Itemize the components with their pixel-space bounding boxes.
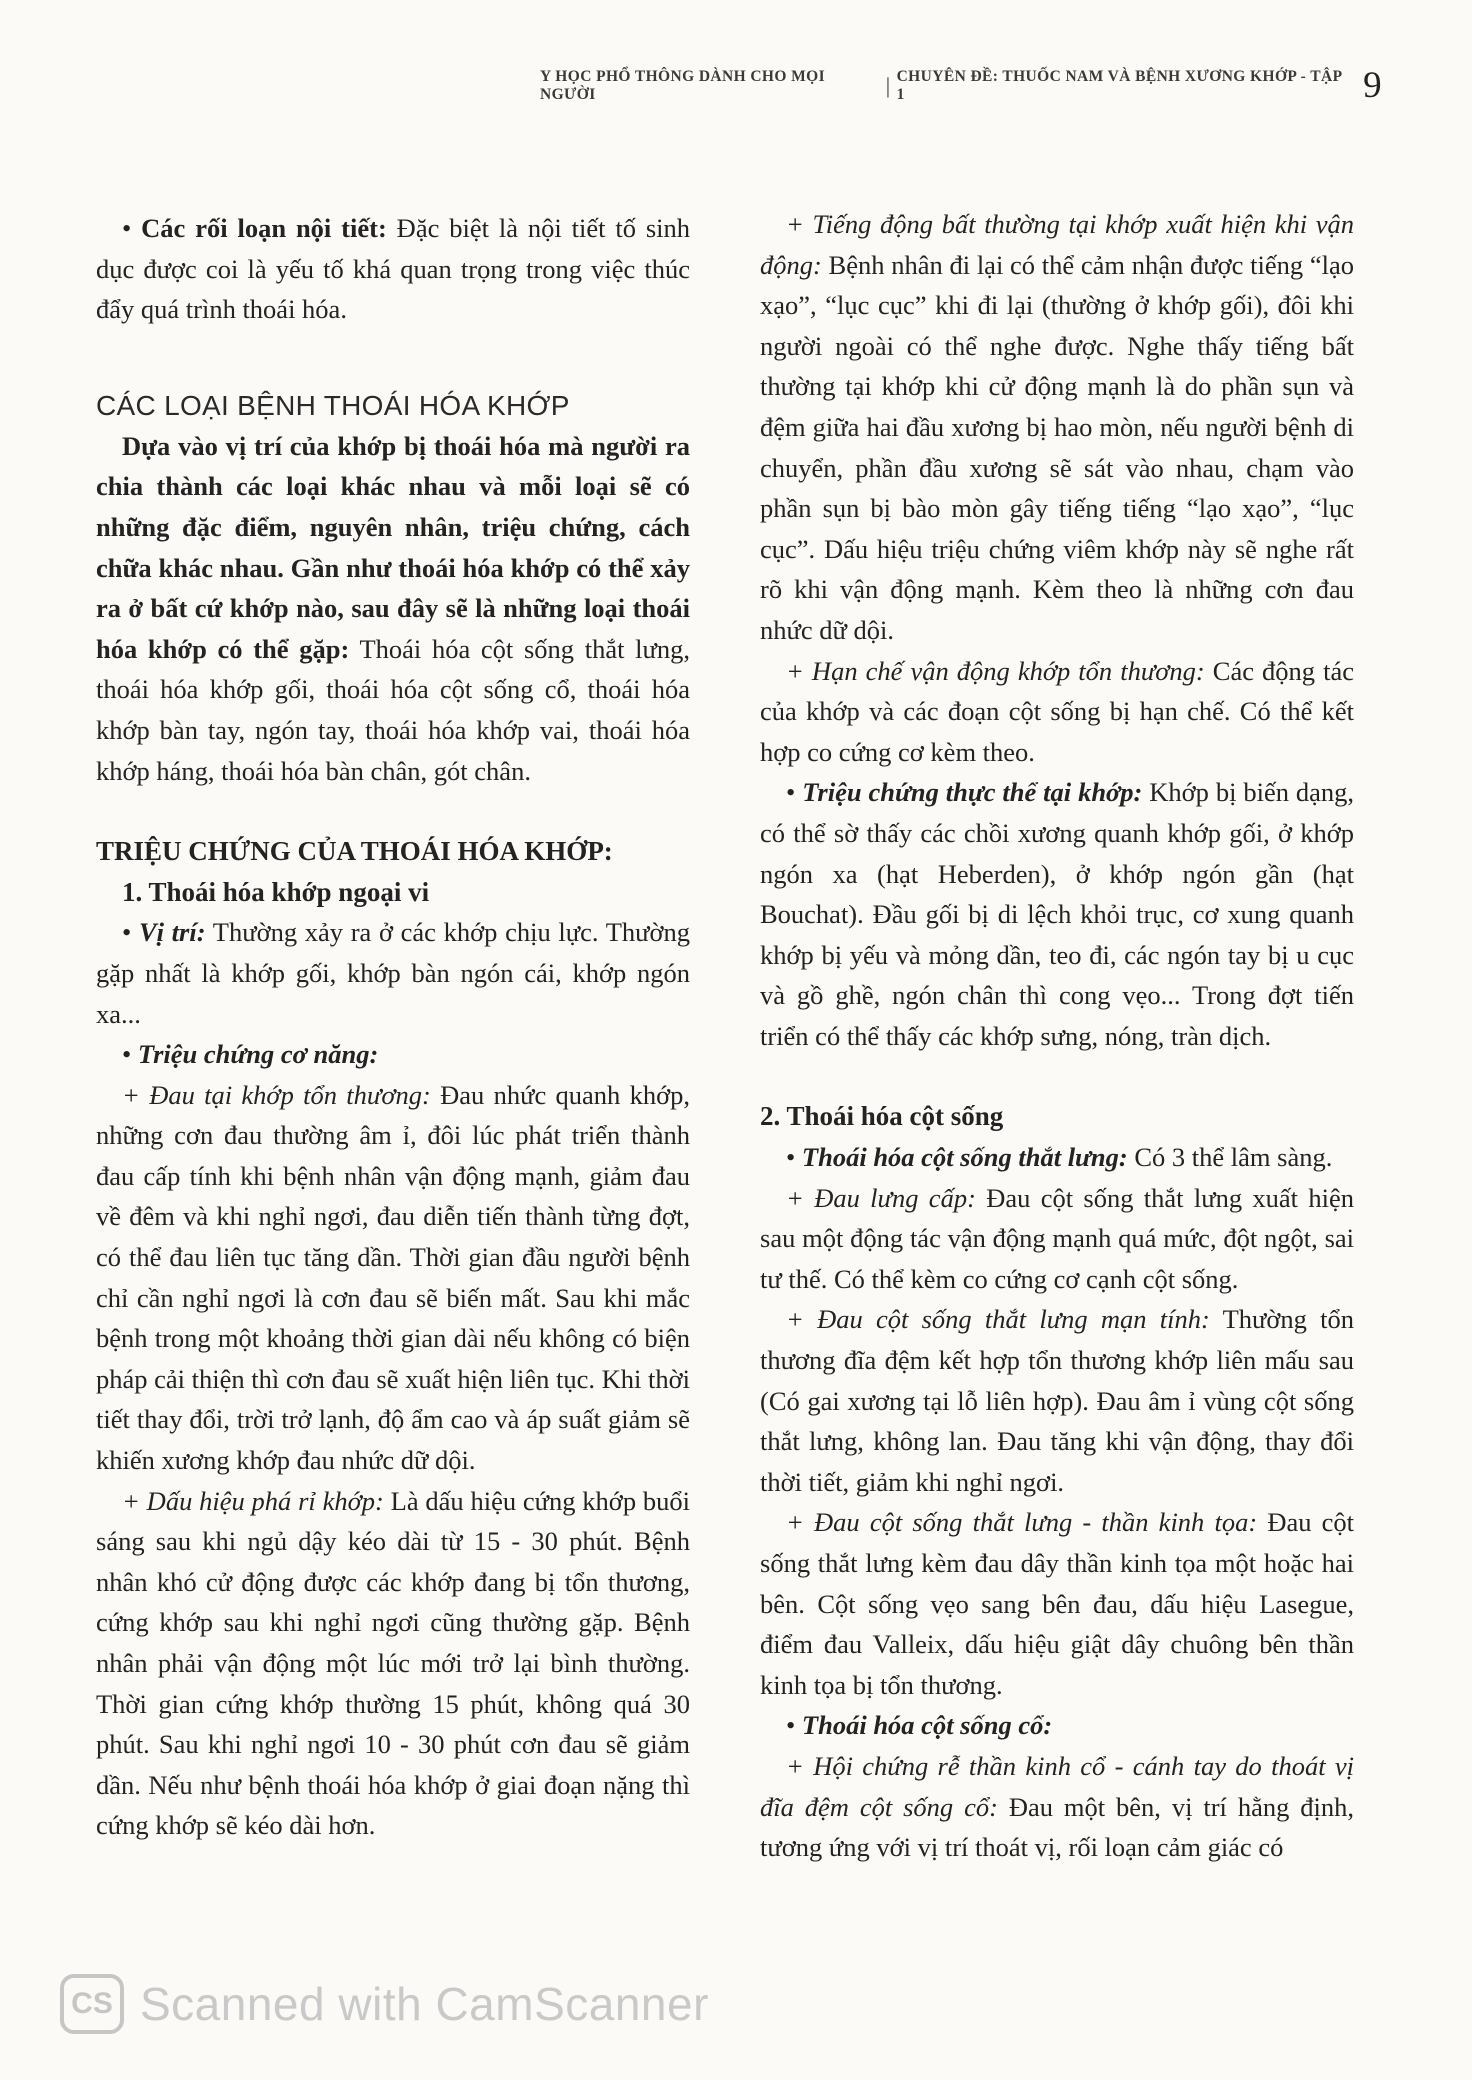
scanner-watermark (60, 1974, 709, 2034)
paragraph-joint-pain (96, 1075, 690, 1481)
bullet-icon: • (122, 917, 132, 948)
subsection-title-spine: 2. Thoái hóa cột sống (760, 1101, 1004, 1132)
paragraph-text: Các động tác của khớp và các đoạn cột sống bị hạn chế. Có thể kết hợp co cứng cơ kèm theo. (760, 655, 1354, 767)
paragraph-label: + Hạn chế vận động khớp tổn thương: (786, 655, 1205, 686)
paragraph-label: Vị trí: (138, 917, 206, 948)
paragraph-label: Triệu chứng cơ năng: (137, 1039, 379, 1070)
paragraph-text: Thường tổn thương đĩa đệm kết hợp tổn thương khớp liên mấu sau (Có gai xương tại lỗ liên hợp). Đau âm ỉ vùng cột sống thắt lưng, không lan. Đau tăng khi vận động, thay đổi thời tiết, giảm khi nghỉ ngơi. (760, 1304, 1354, 1497)
left-column (96, 208, 690, 1846)
paragraph-label: Dựa vào vị trí của khớp bị thoái hóa mà người ra chia thành các loại khác nhau và mỗi loại sẽ có những đặc điểm, nguyên nhân, triệu chứng, cách chữa khác nhau. Gần như thoái hóa khớp có thể xảy ra ở bất cứ khớp nào, sau đây sẽ là những loại thoái hóa khớp có thể gặp: (96, 430, 690, 664)
paragraph-text: Đau nhức quanh khớp, những cơn đau thường âm ỉ, đôi lúc phát triển thành đau cấp tính khi bệnh nhân vận động mạnh, giảm đau về đêm và khi nghỉ ngơi, đau diễn tiến thành từng đợt, có thể đau liên tục tăng dần. Thời gian đầu người bệnh chỉ cần nghỉ ngơi là cơn đau sẽ biến mất. Sau khi mắc bệnh trong một khoảng thời gian dài nếu không có biện pháp cải thiện thì cơn đau sẽ xuất hiện liên tục. Khi thời tiết thay đổi, trời trở lạnh, độ ẩm cao và áp suất giảm sẽ khiến xương khớp đau nhức dữ dội. (96, 1079, 690, 1476)
bullet-icon: • (122, 213, 132, 243)
paragraph-label: + Đau lưng cấp: (786, 1182, 976, 1213)
paragraph-text: Đau một bên, vị trí hằng định, tương ứng với vị trí thoát vị, rối loạn cảm giác có (760, 1791, 1354, 1863)
paragraph-label: Triệu chứng thực thể tại khớp: (802, 777, 1143, 808)
paragraph-text: Khớp bị biến dạng, có thể sờ thấy các chồi xương quanh khớp gối, ở khớp ngón xa (hạt Heberden), ở khớp ngón gần (hạt Bouchat). Đầu gối bị di lệch khỏi trục, cơ xung quanh khớp bị yếu và mỏng dần, teo đi, các ngón tay bị u cục và gồ ghề, ngón chân thì cong vẹo... Trong đợt tiến triển có thể thấy các khớp sưng, nóng, tràn dịch. (760, 777, 1355, 1051)
bullet-icon: • (786, 777, 796, 808)
paragraph-label: + Tiếng động bất thường tại khớp xuất hiện khi vận động: (760, 209, 1354, 280)
paragraph-label: + Đau cột sống thắt lưng mạn tính: (786, 1304, 1210, 1335)
paragraph-label: + Hội chứng rễ thần kinh cổ - cánh tay do thoát vị đĩa đệm cột sống cổ: (760, 1750, 1354, 1822)
subsection-title-peripheral: 1. Thoái hóa khớp ngoại vi (122, 876, 430, 907)
paragraph-label: + Dấu hiệu phá rỉ khớp: (122, 1485, 384, 1516)
camscanner-logo-icon: CS (60, 1974, 124, 2034)
paragraph-physical-signs (760, 772, 1354, 1056)
paragraph-label: Các rối loạn nội tiết: (141, 213, 387, 243)
section-title-symptoms: TRIỆU CHỨNG CỦA THOÁI HÓA KHỚP: (96, 836, 613, 867)
paragraph-acute-back-pain (760, 1178, 1354, 1300)
paragraph-types (96, 426, 690, 791)
paragraph-functional-symptoms (96, 1034, 690, 1075)
paragraph-label: Thoái hóa cột sống cổ: (801, 1710, 1053, 1741)
paragraph-lumbar (760, 1137, 1354, 1178)
paragraph-endocrine (96, 208, 690, 330)
paragraph-chronic-back-pain (760, 1299, 1354, 1502)
paragraph-text: Đặc biệt là nội tiết tố sinh dục được coi là yếu tố khá quan trọng trong việc thúc đẩy quá trình thoái hóa. (96, 213, 691, 325)
header-separator: | (885, 72, 891, 98)
paragraph-cervical (760, 1705, 1354, 1746)
page-number: 9 (1363, 65, 1382, 106)
paragraph-label: + Đau cột sống thắt lưng - thần kinh tọa: (786, 1507, 1258, 1538)
paragraph-radicular-syndrome (760, 1746, 1354, 1868)
paragraph-sciatica (760, 1502, 1354, 1705)
paragraph-text: Thường xảy ra ở các khớp chịu lực. Thường gặp nhất là khớp gối, khớp bàn ngón cái, khớp ngón xa... (96, 917, 691, 1029)
paragraph-label: + Đau tại khớp tổn thương: (122, 1079, 431, 1110)
paragraph-location (96, 912, 690, 1034)
header-topic: CHUYÊN ĐỀ: THUỐC NAM VÀ BỆNH XƯƠNG KHỚP - TẬP 1 (896, 67, 1342, 103)
paragraph-text: Thoái hóa cột sống thắt lưng, thoái hóa khớp gối, thoái hóa cột sống cổ, thoái hóa khớp bàn tay, ngón tay, thoái hóa khớp vai, thoái hóa khớp háng, thoái hóa bàn chân, gót chân. (96, 633, 690, 786)
paragraph-stiffness (96, 1481, 690, 1846)
paragraph-text: Là dấu hiệu cứng khớp buổi sáng sau khi ngủ dậy kéo dài từ 15 - 30 phút. Bệnh nhân khó cử động được các khớp đang bị tổn thương, cứng khớp sau khi nghỉ ngơi cũng thường gặp. Bệnh nhân phải vận động một lúc mới trở lại bình thường. Thời gian cứng khớp thường 15 phút, không quá 30 phút. Sau khi nghỉ ngơi 10 - 30 phút cơn đau sẽ giảm dần. Nếu như bệnh thoái hóa khớp ở giai đoạn nặng thì cứng khớp sẽ kéo dài hơn. (96, 1485, 690, 1841)
paragraph-label: Thoái hóa cột sống thắt lưng: (801, 1142, 1128, 1173)
paragraph-text: Có 3 thể lâm sàng. (1127, 1142, 1333, 1173)
paragraph-abnormal-sound (760, 204, 1354, 651)
watermark-text: Scanned with CamScanner (140, 1978, 709, 2030)
paragraph-text: Bệnh nhân đi lại có thể cảm nhận được tiếng “lạo xạo”, “lục cục” khi đi lại (thường ở khớp gối), đôi khi người ngoài có thể nghe được. Nghe thấy tiếng bất thường tại khớp khi cử động mạnh là do phần sụn và đệm giữa hai đầu xương bị hao mòn, nếu người bệnh di chuyển, phần đầu xương sẽ sát vào nhau, chạm vào phần sụn bị bào mòn gây tiếng tiếng “lạo xạo”, “lục cục”. Dấu hiệu triệu chứng viêm khớp này sẽ nghe rất rõ khi vận động mạnh. Kèm theo là những cơn đau nhức dữ dội. (760, 249, 1354, 645)
paragraph-limited-motion (760, 651, 1354, 773)
header-series: Y HỌC PHỔ THÔNG DÀNH CHO MỌI NGƯỜI (540, 67, 826, 103)
bullet-icon: • (122, 1039, 132, 1070)
bullet-icon: • (786, 1710, 796, 1741)
bullet-icon: • (786, 1142, 796, 1173)
paragraph-text: Đau cột sống thắt lưng kèm đau dây thần kinh tọa một hoặc hai bên. Cột sống vẹo sang bên đau, dấu hiệu Lasegue, điểm đau Valleix, dấu hiệu giật dây chuông bên thần kinh tọa bị tổn thương. (760, 1507, 1354, 1700)
right-column (760, 204, 1354, 1868)
paragraph-text: Đau cột sống thắt lưng xuất hiện sau một động tác vận động mạnh quá mức, đột ngột, sai tư thế. Có thể kèm co cứng cơ cạnh cột sống. (760, 1182, 1354, 1294)
running-header (540, 64, 1382, 107)
section-title-types: CÁC LOẠI BỆNH THOÁI HÓA KHỚP (96, 389, 570, 421)
